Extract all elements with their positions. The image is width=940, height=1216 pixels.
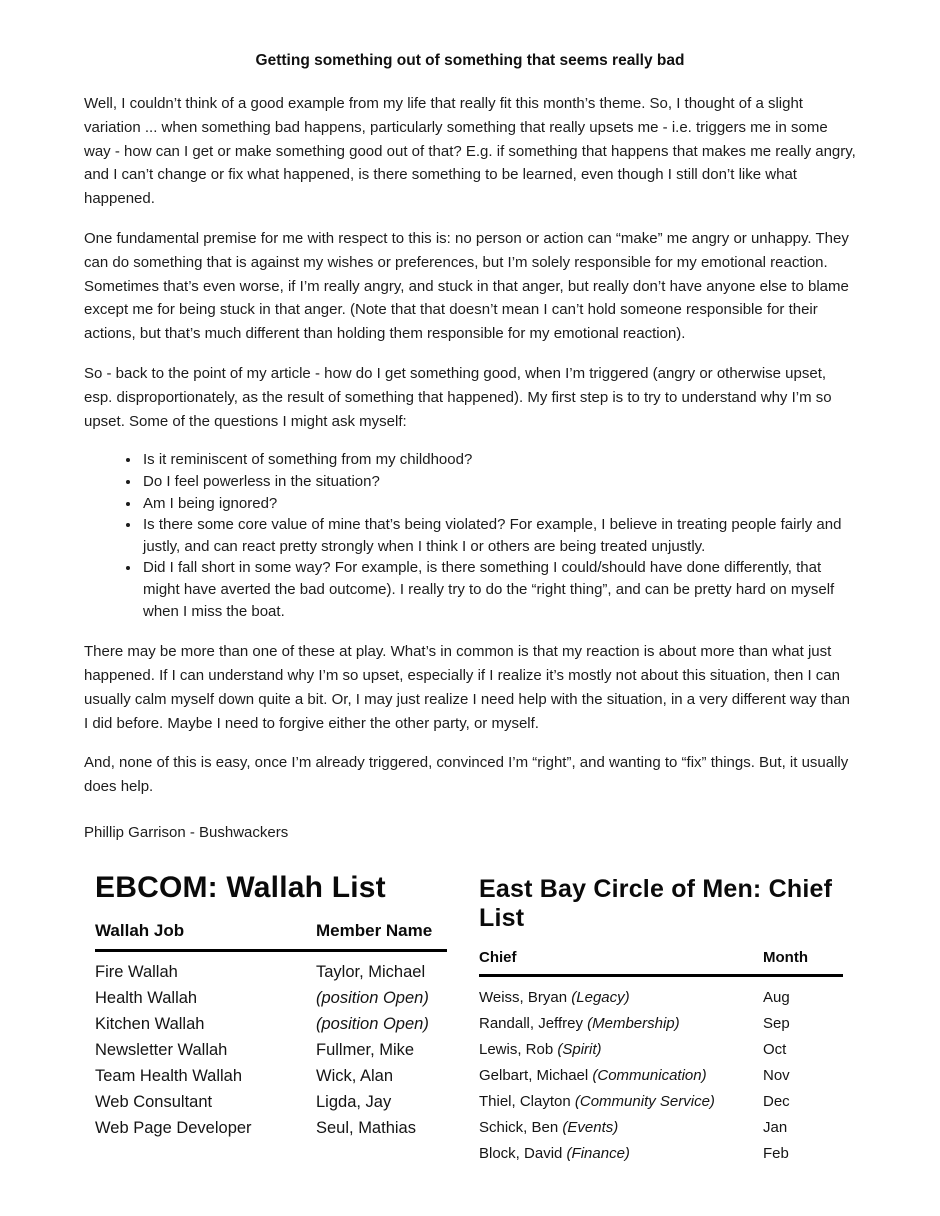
chief-role: (Communication) [592,1067,707,1085]
chief-name: Lewis, Rob [479,1041,554,1059]
chief-name: Gelbart, Michael [479,1067,589,1085]
chief-name-cell [479,1011,763,1037]
list-item: • Is there some core value of mine that’s being violated? For example, I believe in treating people fairly and justly, and can react pretty strongly when I think I or others are being treated unjustly. [141,514,856,557]
chief-role: (Community Service) [574,1093,715,1111]
wallah-list-title: EBCOM: Wallah List [95,870,386,904]
roster-tables-section [95,871,856,1167]
chief-list-title: East Bay Circle of Men: Chief List [479,874,833,932]
chief-role: (Events) [562,1119,619,1137]
member-name-cell: Fullmer, Mike [316,1041,415,1060]
chief-role: (Legacy) [571,989,630,1007]
table-row [95,1012,447,1038]
question-list [84,449,856,622]
chief-role: (Spirit) [557,1041,602,1059]
table-row [95,1038,447,1064]
wallah-job-cell: Kitchen Wallah [95,1015,205,1034]
wallah-job-cell: Health Wallah [95,989,198,1008]
member-name-cell: Ligda, Jay [316,1093,392,1112]
wallah-list [95,871,456,1142]
chief-name: Randall, Jeffrey [479,1015,583,1033]
chief-role: (Finance) [566,1145,630,1163]
chief-name: Schick, Ben [479,1119,559,1137]
table-row [95,1116,447,1142]
member-name-cell: Taylor, Michael [316,963,426,982]
month-cell: Jan [763,1119,788,1137]
wallah-table [95,921,447,1142]
article-paragraph: There may be more than one of these at play. What’s in common is that my reaction is about more than what just happened. If I can understand why I’m so upset, especially if I realize it’s mostly not about this situation, then I can usually calm myself down quite a bit. Or, I may just realize I need help with the situation, in a very different way than I did before. Maybe I need to forgive either the other party, or myself. [84,643,850,732]
chief-header-row [479,949,843,976]
list-item: • Am I being ignored? [141,493,856,515]
wallah-job-cell: Team Health Wallah [95,1067,243,1086]
chief-name: Block, David [479,1145,563,1163]
month-cell: Dec [763,1093,790,1111]
article-paragraph: Well, I couldn’t think of a good example from my life that really fit this month’s theme. So, I thought of a slight variation ... when something bad happens, particularly something that really upsets me - i.e. triggers me in some way - how can I get or make something good out of that? E.g. if something that happens that makes me really angry, and I can’t change or fix what happened, is there something to be learned, even though I still don’t like what happened. [84,95,856,208]
wallah-job-cell: Web Page Developer [95,1119,252,1138]
chief-name-cell [479,1063,763,1089]
month-cell: Nov [763,1067,790,1085]
column-header-member-name: Member Name [316,921,447,951]
chief-name-cell [479,1089,763,1115]
chief-name-cell [479,1037,763,1063]
table-row [479,975,843,1011]
wallah-job-cell: Newsletter Wallah [95,1041,228,1060]
table-row [95,986,447,1012]
chief-name: Weiss, Bryan [479,989,568,1007]
table-row [479,1037,843,1063]
table-row [95,1064,447,1090]
member-name-cell: Seul, Mathias [316,1119,416,1138]
list-item: • Did I fall short in some way? For example, is there something I could/should have done differently, that might have averted the bad outcome). I really try to do the “right thing”, and can be pretty hard on myself when I miss the boat. [141,557,856,622]
article-paragraph: And, none of this is easy, once I’m already triggered, convinced I’m “right”, and wanting to “fix” things. But, it usually does help. [84,754,849,796]
month-cell: Feb [763,1145,789,1163]
chief-list [479,871,856,1167]
table-row [479,1115,843,1141]
wallah-job-cell: Web Consultant [95,1093,213,1112]
table-row [479,1141,843,1167]
month-cell: Sep [763,1015,790,1033]
chief-name-cell [479,1141,763,1167]
column-header-wallah-job: Wallah Job [95,921,316,951]
member-name-cell: (position Open) [316,1015,429,1034]
chief-table [479,949,843,1167]
column-header-month: Month [763,949,843,976]
wallah-job-cell: Fire Wallah [95,963,178,982]
member-name-cell: (position Open) [316,989,429,1008]
wallah-header-row [95,921,447,951]
chief-name-cell [479,1115,763,1141]
member-name-cell: Wick, Alan [316,1067,394,1086]
article-paragraph: One fundamental premise for me with respect to this is: no person or action can “make” me angry or unhappy. They can do something that is against my wishes or preferences, but I’m solely responsible for my emotional reaction. Sometimes that’s even worse, if I’m really angry, and stuck in that anger, but really don’t have anyone else to blame except me for being stuck in that anger. (Note that that doesn’t mean I can’t hold someone responsible for their actions, but that’s much different than holding them responsible for my emotional reaction). [84,229,849,343]
list-item: • Is it reminiscent of something from my childhood? [141,449,856,471]
table-row [95,1090,447,1116]
article-paragraph: So - back to the point of my article - how do I get something good, when I’m triggered (angry or otherwise upset, esp. disproportionately, as the result of something that happened). My first step is to try to understand why I’m so upset. Some of the questions I might ask myself: [84,364,832,430]
chief-name: Thiel, Clayton [479,1093,571,1111]
page-title: Getting something out of something that seems really bad [255,52,685,69]
column-header-chief: Chief [479,949,763,976]
table-row [95,950,447,986]
month-cell: Oct [763,1041,787,1059]
chief-name-cell [479,975,763,1011]
table-row [479,1063,843,1089]
table-row [479,1011,843,1037]
month-cell: Aug [763,989,790,1007]
author-signature: Phillip Garrison - Bushwackers [84,823,289,841]
table-row [479,1089,843,1115]
list-item: • Do I feel powerless in the situation? [141,471,856,493]
chief-role: (Membership) [587,1015,680,1033]
